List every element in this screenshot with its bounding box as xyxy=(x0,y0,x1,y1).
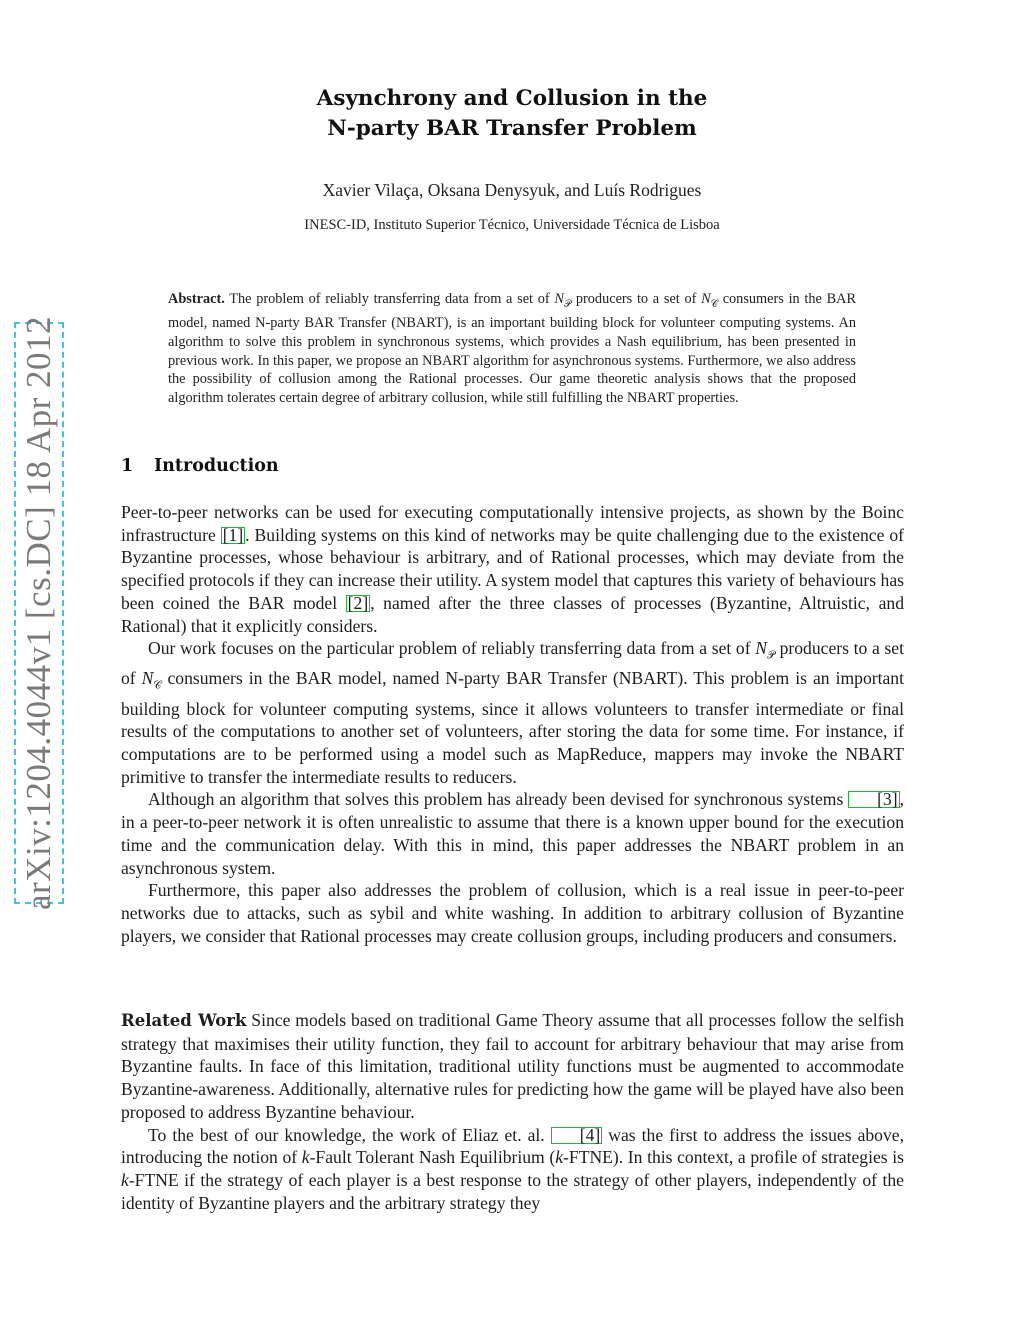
intro-p3-text-a: Although an algorithm that solves this problem has already been devised for synchronous systems xyxy=(148,789,849,810)
related-p2-text-d: -FTNE). In this context, a profile of strategies is xyxy=(563,1147,904,1168)
intro-paragraph-4: Furthermore, this paper also addresses the problem of collusion, which is a real issue in peer-to-peer networks due to attacks, such as sybil and white washing. In addition to arbitrary collusion of Byzantine players, we consider that Rational processes may create collusion groups, including producers and consumers. xyxy=(121,880,904,946)
related-paragraph-1 xyxy=(121,1009,904,1124)
introduction-body xyxy=(121,501,904,947)
related-p1-text: Since models based on traditional Game Theory assume that all processes follow the selfish strategy that maximises their utility function, they fail to account for arbitrary behaviour that may arise from Byzantine faults. In face of this limitation, traditional utility functions must be augmented to accommodate Byzantine-awareness. Additionally, alternative rules for predicting how the game will be played have also been proposed to address Byzantine behaviour. xyxy=(121,1010,904,1122)
arxiv-identifier: arXiv:1204.4044v1 [cs.DC] 18 Apr 2012 xyxy=(19,315,59,911)
intro-np-sub: 𝒫 xyxy=(767,649,775,662)
intro-paragraph-2 xyxy=(121,637,904,788)
abstract-np-sub: 𝒫 xyxy=(563,298,572,310)
intro-nc-sub: 𝒞 xyxy=(153,679,162,692)
title-line-1: Asynchrony and Collusion in the xyxy=(316,86,708,111)
intro-p3-text-b: , in a peer-to-peer network it is often unrealistic to assume that there is a known upper bound for the execution time and the communication delay. With this in mind, this paper addresses the NBART problem in an asynchronous system. xyxy=(121,789,904,878)
section-number: 1 xyxy=(121,456,134,476)
intro-paragraph-3 xyxy=(121,788,904,879)
intro-paragraph-1 xyxy=(121,501,904,637)
paper-title xyxy=(0,84,1024,144)
abstract-text-2: producers to a set of xyxy=(571,291,702,307)
related-p2-text-b: was the first to address the issues above, introducing the notion of xyxy=(121,1124,904,1168)
abstract-label: Abstract. xyxy=(168,291,225,307)
section-title: Introduction xyxy=(154,456,279,476)
intro-p1-text-c: , named after the three classes of processes (Byzantine, Altruistic, and Rational) that it explicitly considers. xyxy=(121,592,904,636)
related-k-1: k xyxy=(301,1147,310,1168)
related-p2-text-a: To the best of our knowledge, the work of Eliaz et. al. xyxy=(148,1124,551,1145)
citation-4[interactable]: [4] xyxy=(551,1127,603,1144)
abstract-text-3: consumers in the BAR model, named N-party BAR Transfer (NBART), is an important building block for volunteer computing systems. An algorithm to solve this problem in synchronous systems, which provides a Nash equilibrium, has been presented in previous work. In this paper, we propose an NBART algorithm for asynchronous systems. Furthermore, we also address the possibility of collusion among the Rational processes. Our game theoretic analysis shows that the proposed algorithm tolerates certain degree of arbitrary collusion, while still fulfilling the NBART properties. xyxy=(168,291,856,406)
related-work-body xyxy=(121,1009,904,1214)
related-paragraph-2 xyxy=(121,1124,904,1215)
citation-1[interactable]: [1] xyxy=(222,524,244,545)
intro-np: N xyxy=(755,638,767,659)
affiliation: INESC-ID, Instituto Superior Técnico, Universidade Técnica de Lisboa xyxy=(304,217,720,233)
intro-p2-text-b: producers to a set of xyxy=(121,638,904,689)
related-p2-text-c: -Fault Tolerant Nash Equilibrium ( xyxy=(309,1147,556,1168)
abstract-nc-sub: 𝒞 xyxy=(710,298,718,310)
intro-p2-text-a: Our work focuses on the particular problem of reliably transferring data from a set of xyxy=(148,638,756,659)
intro-p2-text-c: consumers in the BAR model, named N-party BAR Transfer (NBART). This problem is an important building block for volunteer computing systems, since it allows volunteers to transfer intermediate or final results of the computations to another set of volunteers, after storing the data for some time. For instance, if computations are to be performed using a model such as MapReduce, mappers may invoke the NBART primitive to transfer the intermediate results to reducers. xyxy=(121,668,904,787)
citation-3[interactable]: [3] xyxy=(848,791,900,808)
related-work-heading: Related Work xyxy=(121,1011,247,1030)
intro-p1-text-b: . Building systems on this kind of networks may be quite challenging due to the existence of Byzantine processes, whose behaviour is arbitrary, and of Rational processes, which may deviate from the specified protocols if they can increase their utility. A system model that captures this variety of behaviours has been coined the BAR model xyxy=(121,524,904,613)
intro-p1-text-a: Peer-to-peer networks can be used for executing computationally intensive projects, as shown by the Boinc infrastructure xyxy=(121,502,904,545)
abstract-np: N xyxy=(554,291,564,307)
intro-nc: N xyxy=(141,668,154,689)
abstract xyxy=(168,290,856,407)
section-heading-introduction xyxy=(121,456,279,476)
related-p2-text-e: -FTNE if the strategy of each player is a best response to the strategy of other players, independently of the identity of Byzantine players and the arbitrary strategy they xyxy=(121,1169,904,1213)
abstract-text-1: The problem of reliably transferring data from a set of xyxy=(224,291,555,307)
abstract-nc: N xyxy=(701,291,711,307)
arxiv-stamp xyxy=(14,315,64,911)
title-line-2: N-party BAR Transfer Problem xyxy=(327,116,697,141)
author-list: Xavier Vilaça, Oksana Denysyuk, and Luís Rodrigues xyxy=(322,180,702,200)
citation-2[interactable]: [2] xyxy=(347,592,369,613)
related-k-2: k xyxy=(555,1147,564,1168)
related-k-3: k xyxy=(121,1169,129,1190)
